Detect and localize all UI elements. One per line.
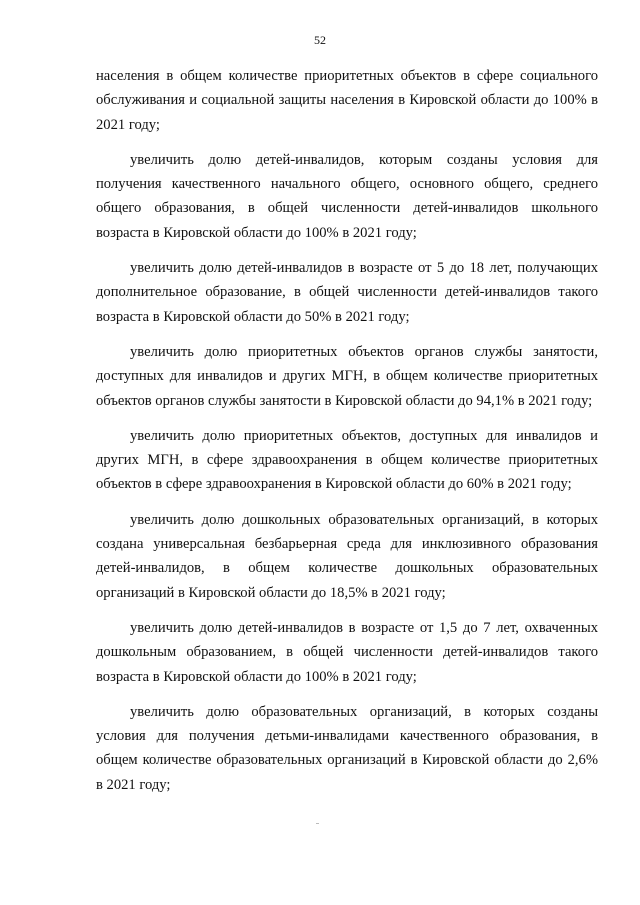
document-body: [96, 64, 598, 808]
paragraph: увеличить долю дошкольных образовательных организаций, в которых создана универсальная безбарьерная среда для инклюзивного образования детей-инвалидов, в общем количестве дошкольных образовательных организаций в Кировской области до 18,5% в 2021 году;: [96, 511, 598, 601]
paragraph: увеличить долю детей-инвалидов в возрасте от 5 до 18 лет, получающих дополнительное образование, в общей численности детей-инвалидов такого возраста в Кировской области до 50% в 2021 году;: [96, 260, 598, 325]
page-number: 52: [314, 33, 326, 47]
scan-artifact: [316, 823, 319, 824]
paragraph: увеличить долю образовательных организаций, в которых созданы условия для получения детьми-инвалидами качественного образования, в общем количестве образовательных организаций в Кировской области до 2,6% в 2021 году;: [96, 703, 598, 793]
paragraph: увеличить долю детей-инвалидов в возрасте от 1,5 до 7 лет, охваченных дошкольным образованием, в общей численности детей-инвалидов такого возраста в Кировской области до 100% в 2021 году;: [96, 619, 598, 685]
paragraph-continuation: населения в общем количестве приоритетных объектов в сфере социального обслуживания и социальной защиты населения в Кировской области до 100% в 2021 году;: [96, 68, 598, 133]
paragraph: увеличить долю приоритетных объектов органов службы занятости, доступных для инвалидов и других МГН, в общем количестве приоритетных объектов органов службы занятости в Кировской области до 94,1% в 2021 году;: [96, 343, 598, 409]
paragraph: увеличить долю детей-инвалидов, которым созданы условия для получения качественного начального общего, основного общего, среднего общего образования, в общей численности детей-инвалидов школьного возраста в Кировской области до 100% в 2021 году;: [96, 151, 598, 241]
paragraph: увеличить долю приоритетных объектов, доступных для инвалидов и других МГН, в сфере здравоохранения в общем количестве приоритетных объектов в сфере здравоохранения в Кировской области до 60% в 2021 году;: [96, 427, 598, 493]
